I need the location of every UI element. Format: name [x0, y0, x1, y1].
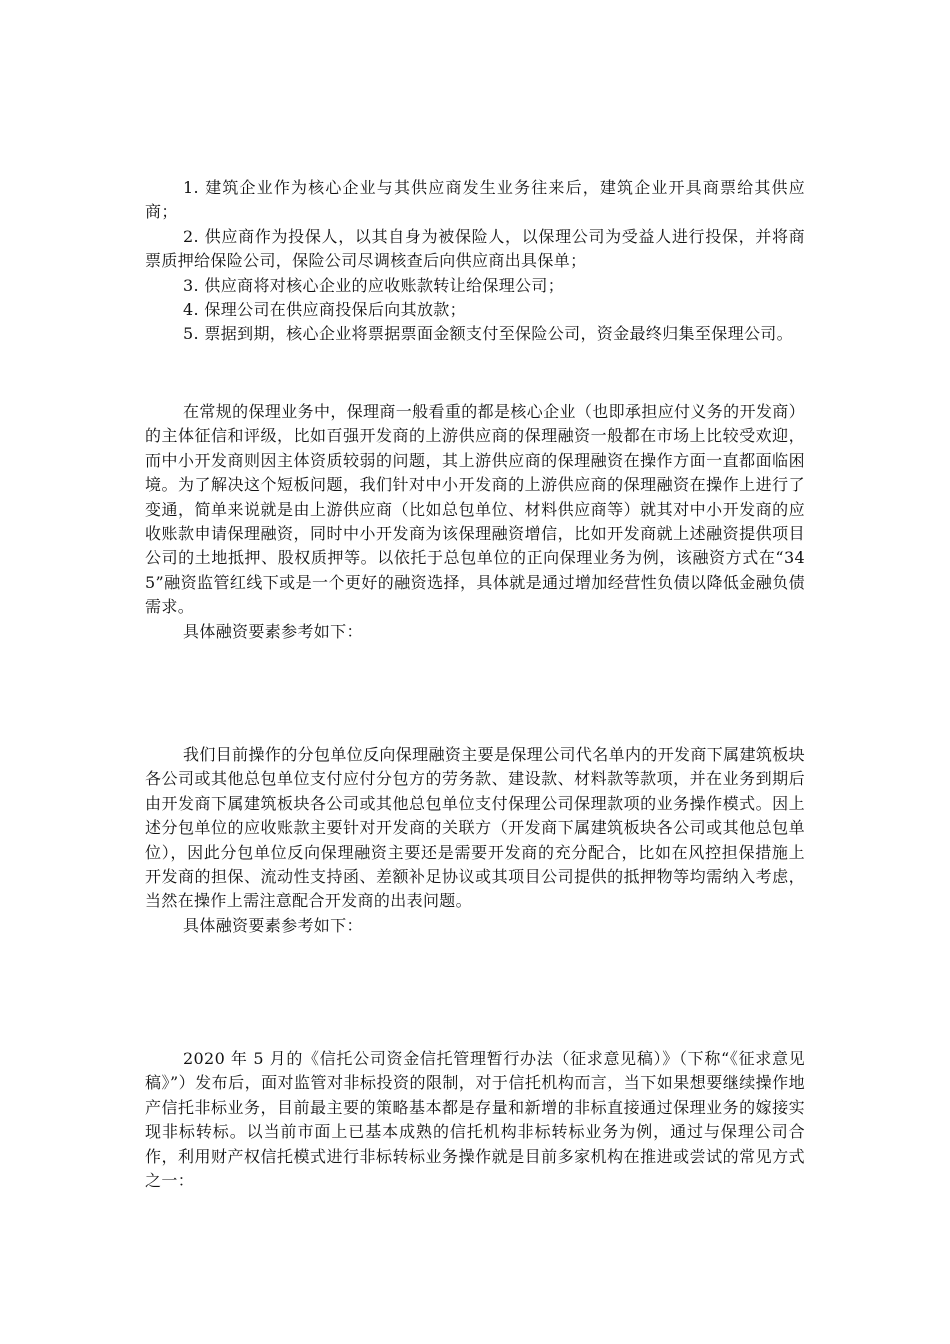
step-3-paragraph: 3. 供应商将对核心企业的应收账款转让给保理公司；	[183, 275, 565, 295]
reverse-factoring-section	[145, 743, 805, 938]
step-4-paragraph: 4. 保理公司在供应商投保后向其放款；	[183, 300, 467, 320]
step-5-paragraph: 5. 票据到期，核心企业将票据票面金额支付至保险公司，资金最终归集至保理公司。	[183, 324, 794, 344]
financing-elements-intro: 具体融资要素参考如下：	[183, 915, 363, 935]
body-paragraph: 2020 年 5 月的《信托公司资金信托管理暂行办法（征求意见稿）》（下称“《征求意见稿》”）发布后，面对监管对非标投资的限制，对于信托机构而言，当下如果想要继续操作地产信托非标业务，目前最主要的策略基本都是存量和新增的非标直接通过保理业务的嫁接实现非标转标。以当前市面上已基本成熟的信托机构非标转标业务为例，通过与保理公司合作，利用财产权信托模式进行非标转标业务操作就是目前多家机构在推进或尝试的常见方式之一：	[145, 1049, 805, 1191]
step-1-paragraph: 1. 建筑企业作为核心企业与其供应商发生业务往来后，建筑企业开具商票给其供应商；	[145, 178, 805, 222]
process-steps-section	[145, 176, 805, 347]
trust-conversion-section	[145, 1047, 805, 1193]
body-paragraph: 在常规的保理业务中，保理商一般看重的都是核心企业（也即承担应付义务的开发商）的主体征信和评级，比如百强开发商的上游供应商的保理融资一般都在市场上比较受欢迎，而中小开发商则因主体资质较弱的问题，其上游供应商的保理融资在操作方面一直都面临困境。为了解决这个短板问题，我们针对中小开发商的上游供应商的保理融资在操作上进行了变通，简单来说就是由上游供应商（比如总包单位、材料供应商等）就其对中小开发商的应收账款申请保理融资，同时中小开发商为该保理融资增信，比如开发商就上述融资提供项目公司的土地抵押、股权质押等。以依托于总包单位的正向保理业务为例，该融资方式在“345”融资监管红线下或是一个更好的融资选择，具体就是通过增加经营性负债以降低金融负债需求。	[145, 402, 805, 617]
forward-factoring-section	[145, 400, 805, 644]
financing-elements-intro: 具体融资要素参考如下：	[183, 621, 363, 641]
step-2-paragraph: 2. 供应商作为投保人，以其自身为被保险人，以保理公司为受益人进行投保，并将商票质押给保险公司，保险公司尽调核查后向供应商出具保单；	[145, 226, 805, 271]
body-paragraph: 我们目前操作的分包单位反向保理融资主要是保理公司代名单内的开发商下属建筑板块各公司或其他总包单位支付应付分包方的劳务款、建设款、材料款等款项，并在业务到期后由开发商下属建筑板块各公司或其他总包单位支付保理公司保理款项的业务操作模式。因上述分包单位的应收账款主要针对开发商的关联方（开发商下属建筑板块各公司或其他总包单位），因此分包单位反向保理融资主要还是需要开发商的充分配合，比如在风控担保措施上开发商的担保、流动性支持函、差额补足协议或其项目公司提供的抵押物等均需纳入考虑，当然在操作上需注意配合开发商的出表问题。	[145, 745, 805, 911]
